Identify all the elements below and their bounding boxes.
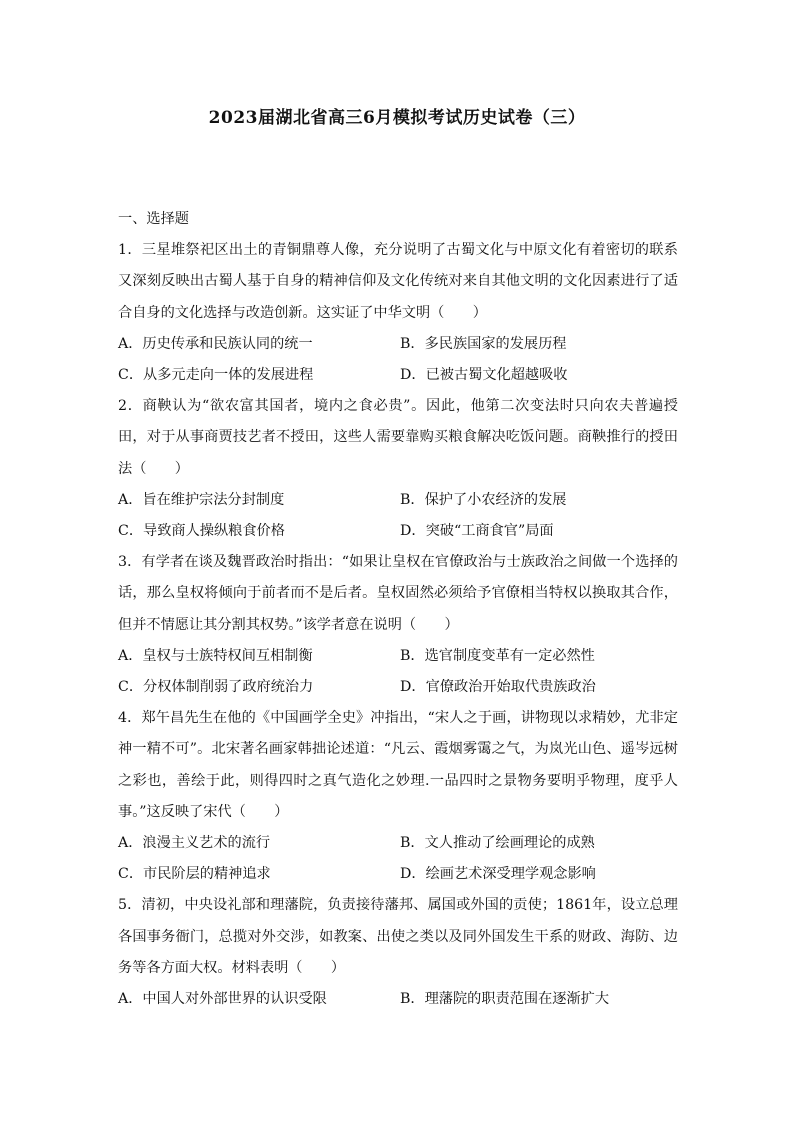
option-row: [118, 984, 678, 1015]
option-c: C．市民阶层的精神追求: [118, 866, 271, 883]
option-row: [118, 516, 678, 547]
option-row: [118, 641, 678, 672]
question-5: [118, 890, 678, 1015]
question-1: [118, 235, 678, 391]
question-stem: 1．三星堆祭祀区出土的青铜鼎尊人像，充分说明了古蜀文化与中原文化有着密切的联系又深刻反映出古蜀人基于自身的精神信仰及文化传统对来自其他文明的文化因素进行了适合自身的文化选择与改造创新。这实证了中华文明（ ）: [118, 242, 678, 321]
option-b: B．多民族国家的发展历程: [400, 335, 567, 352]
question-2: [118, 391, 678, 547]
question-stem: 3．有学者在谈及魏晋政治时指出：“如果让皇权在官僚政治与士族政治之间做一个选择的话，那么皇权将倾向于前者而不是后者。皇权固然必须给予官僚相当特权以换取其合作，但并不情愿让其分割其权势。”该学者意在说明（ ）: [118, 554, 678, 633]
option-b: B．保护了小农经济的发展: [400, 491, 567, 508]
option-a: A．中国人对外部世界的认识受限: [118, 991, 327, 1008]
option-c: C．从多元走向一体的发展进程: [118, 367, 314, 384]
option-b: B．文人推动了绘画理论的成熟: [400, 835, 595, 852]
exam-content: [118, 204, 678, 1015]
option-a: A．历史传承和民族认同的统一: [118, 335, 313, 352]
question-stem: 2．商鞅认为“欲农富其国者，境内之食必贵”。因此，他第二次变法时只向农夫普遍授田，对于从事商贾技艺者不授田，这些人需要靠购买粮食解决吃饭问题。商鞅推行的授田法（ ）: [118, 398, 678, 477]
option-b: B．选官制度变革有一定必然性: [400, 647, 595, 664]
option-c: C．导致商人操纵粮食价格: [118, 523, 285, 540]
option-c: C．分权体制削弱了政府统治力: [118, 679, 314, 696]
option-d: D．突破“工商食官”局面: [400, 523, 554, 540]
question-stem: 4．郑午昌先生在他的《中国画学全史》冲指出，“宋人之于画，讲物现以求精妙，尤非定神一精不可”。北宋著名画家韩拙论述道：“凡云、霞烟雾霭之气，为岚光山色、遥岑远树之彩也，善绘于此，则得四时之真气造化之妙理.一品四时之景物务要明乎物理，度乎人事。”这反映了宋代（ ）: [118, 710, 678, 820]
option-row: [118, 360, 678, 391]
question-stem: 5．清初，中央设礼部和理藩院，负责接待藩邦、属国或外国的贡使；1861年，设立总理各国事务衙门，总揽对外交涉，如教案、出使之类以及同外国发生干系的财政、海防、边务等各方面大权。材料表明（ ）: [118, 897, 678, 976]
option-b: B．理藩院的职责范围在逐渐扩大: [400, 991, 610, 1008]
option-a: A．浪漫主义艺术的流行: [118, 835, 271, 852]
option-d: D．已被古蜀文化超越吸收: [400, 367, 568, 384]
option-row: [118, 485, 678, 516]
option-row: [118, 329, 678, 360]
page-title: 2023届湖北省高三6月模拟考试历史试卷（三）: [208, 108, 586, 128]
section-heading: 一、选择题: [118, 211, 189, 227]
option-d: D．官僚政治开始取代贵族政治: [400, 679, 596, 696]
option-row: [118, 672, 678, 703]
option-a: A．皇权与士族特权间互相制衡: [118, 647, 313, 664]
question-3: [118, 547, 678, 703]
option-d: D．绘画艺术深受理学观念影响: [400, 866, 596, 883]
option-a: A．旨在维护宗法分封制度: [118, 491, 285, 508]
option-row: [118, 828, 678, 859]
option-row: [118, 859, 678, 890]
question-4: [118, 703, 678, 890]
